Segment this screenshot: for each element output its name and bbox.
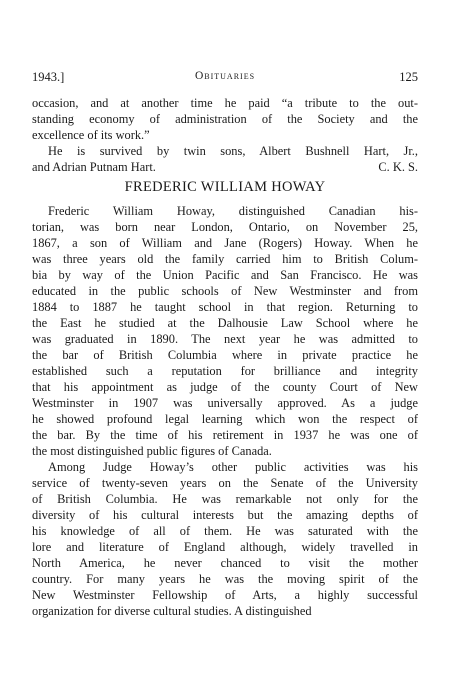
text-line: of British Columbia. He was remarkable not only for the: [32, 492, 418, 506]
text-line: standing economy of administration of the Society and the: [32, 112, 418, 126]
text-line: country. For many years he was the moving spirit of the: [32, 572, 418, 586]
text-line: excellence of its work.”: [32, 128, 150, 142]
text-line: North America, he never chanced to visit the mother: [32, 556, 418, 570]
text-line: he showed profound legal learning which won the respect of: [32, 412, 418, 426]
text-line: educated in the public schools of New Westminster and from: [32, 284, 418, 298]
text-line: 1867, a son of William and Jane (Rogers) Howay. When he: [32, 236, 418, 250]
text-line: service of twenty-seven years on the Senate of the University: [32, 476, 418, 490]
text-line: 1884 to 1887 he taught school in that region. Returning to: [32, 300, 418, 314]
text-line: was three years old the family carried him to British Colum-: [32, 252, 418, 266]
text-line: New Westminster Fellowship of Arts, a highly successful: [32, 588, 418, 602]
text-line: He is survived by twin sons, Albert Bushnell Hart, Jr.,: [48, 144, 418, 158]
text-line: diversity of his cultural interests but the amazing depths of: [32, 508, 418, 522]
text-line: the bar. By the time of his retirement in 1937 he was one of: [32, 428, 418, 442]
survived-line: and Adrian Putnam Hart.: [32, 160, 156, 174]
text-line: [32, 159, 418, 175]
text-line: his knowledge of all of them. He was saturated with the: [32, 524, 418, 538]
text-line: lore and literature of England although, widely travelled in: [32, 540, 418, 554]
obituary-title: FREDERIC WILLIAM HOWAY: [124, 179, 326, 195]
header-year: 1943.]: [32, 70, 65, 84]
text-line: established such a reputation for brilliance and integrity: [32, 364, 418, 378]
header-section-title: Obituaries: [194, 70, 256, 82]
text-line: the most distinguished public figures of Canada.: [32, 444, 272, 458]
text-line: was graduated in 1890. The next year he was admitted to: [32, 332, 418, 346]
text-line: Westminster in 1907 was universally approved. As a judge: [32, 396, 418, 410]
text-line: the East he studied at the Dalhousie Law School where he: [32, 316, 418, 330]
text-line: Among Judge Howay’s other public activities was his: [48, 460, 418, 474]
running-header: [32, 70, 418, 86]
text-line: torian, was born near London, Ontario, on November 25,: [32, 220, 418, 234]
text-line: Frederic William Howay, distinguished Canadian his-: [48, 204, 418, 218]
text-line: organization for diverse cultural studies. A distinguished: [32, 604, 312, 618]
text-line: occasion, and at another time he paid “a tribute to the out-: [32, 96, 418, 110]
text-line: the bar of British Columbia where in private practice he: [32, 348, 418, 362]
text-line: that his appointment as judge of the county Court of New: [32, 380, 418, 394]
page-number: 125: [399, 70, 418, 84]
text-line: bia by way of the Union Pacific and San Francisco. He was: [32, 268, 418, 282]
author-initials: C. K. S.: [378, 160, 418, 174]
